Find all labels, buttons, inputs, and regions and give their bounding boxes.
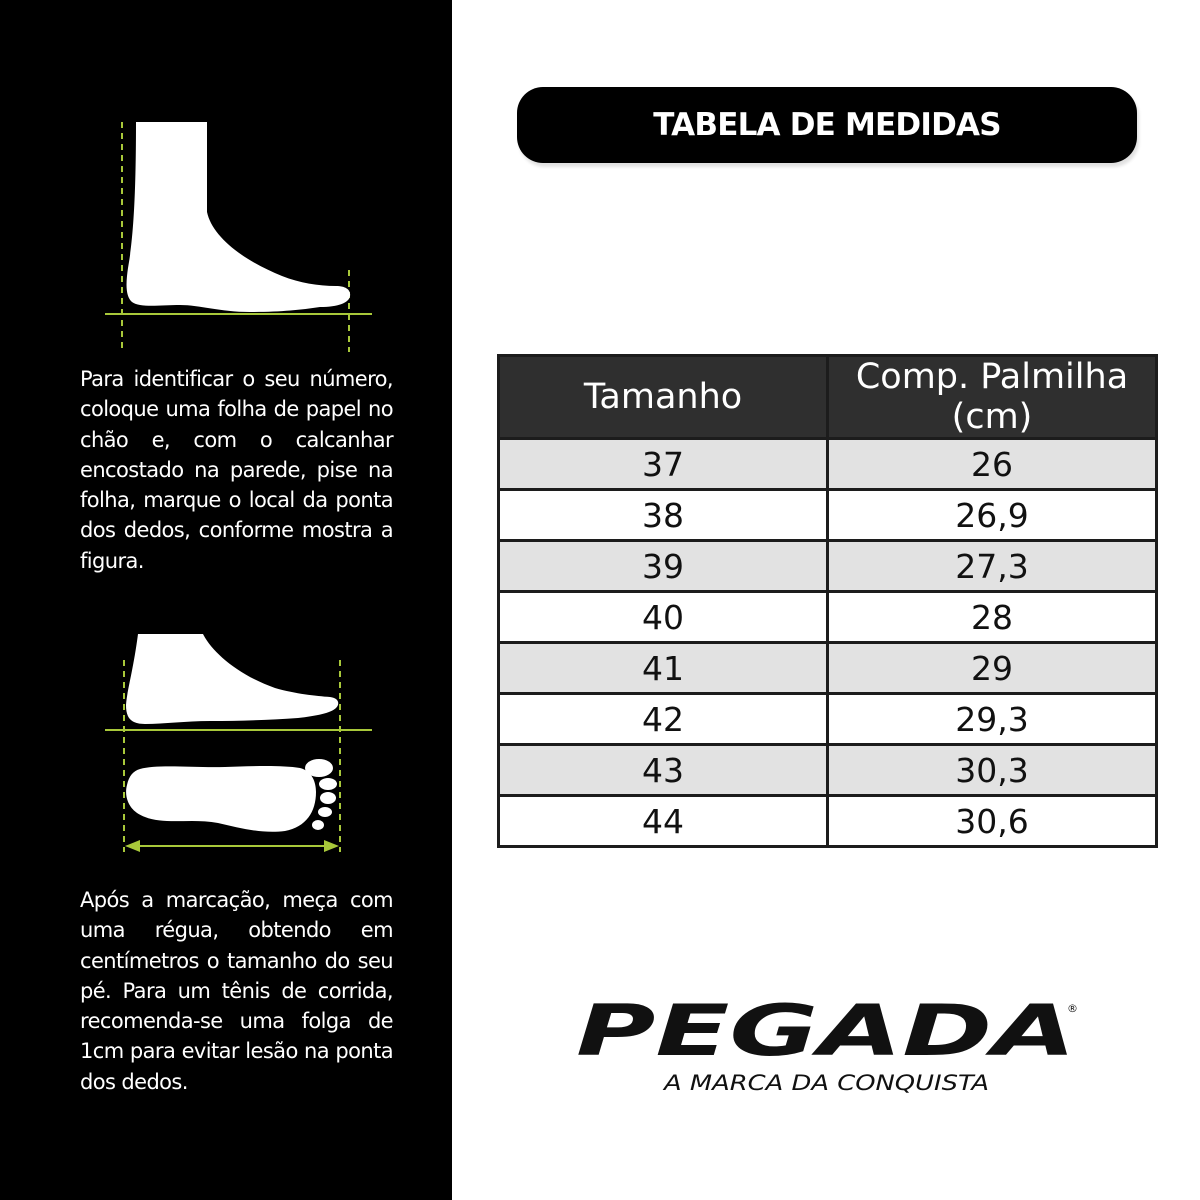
insole-length-cell: 26,9 (828, 490, 1157, 541)
foot-side-view-icon (126, 634, 338, 724)
size-cell: 38 (499, 490, 828, 541)
size-cell: 40 (499, 592, 828, 643)
insole-length-cell: 28 (828, 592, 1157, 643)
measure-arrow-icon (125, 840, 339, 852)
table-row (499, 592, 1157, 643)
table-row (499, 439, 1157, 490)
column-header-size: Tamanho (499, 356, 828, 439)
size-table (497, 354, 1158, 848)
insole-length-cell: 26 (828, 439, 1157, 490)
table-row (499, 643, 1157, 694)
insole-length-cell: 30,3 (828, 745, 1157, 796)
table-header-row (499, 356, 1157, 439)
table-row (499, 694, 1157, 745)
instructions-panel (0, 0, 452, 1200)
brand-tagline: A MARCA DA CONQUISTA (661, 1071, 989, 1095)
registered-mark: ® (1067, 1002, 1078, 1015)
foot-side-view-icon (0, 0, 452, 360)
insole-length-cell: 29 (828, 643, 1157, 694)
table-row (499, 796, 1157, 847)
foot-sole-icon (126, 759, 337, 832)
size-cell: 43 (499, 745, 828, 796)
size-cell: 37 (499, 439, 828, 490)
size-cell: 42 (499, 694, 828, 745)
insole-length-cell: 27,3 (828, 541, 1157, 592)
table-row (499, 541, 1157, 592)
table-row (499, 745, 1157, 796)
foot-silhouette (127, 122, 351, 312)
table-row (499, 490, 1157, 541)
foot-measure-illustration (0, 620, 452, 870)
size-cell: 41 (499, 643, 828, 694)
size-chart-title-banner (517, 87, 1137, 163)
instructions-paragraph-2: Após a marcação, meça com uma régua, obtendo em centímetros o tamanho do seu pé. Para um tênis de corrida, recomenda-se uma folga de 1cm para evitar lesão na ponta dos dedos. (80, 888, 393, 1094)
instructions-paragraph-1: Para identificar o seu número, coloque uma folha de papel no chão e, com o calcanhar encostado na parede, pise na folha, marque o local da ponta dos dedos, conforme mostra a figura. (80, 367, 393, 573)
size-cell: 39 (499, 541, 828, 592)
column-header-insole-length: Comp. Palmilha (cm) (828, 356, 1157, 439)
brand-logo (574, 995, 1086, 1095)
brand-name: PEGADA (576, 995, 1076, 1072)
size-cell: 44 (499, 796, 828, 847)
size-chart-title: TABELA DE MEDIDAS (653, 107, 1001, 143)
insole-length-cell: 29,3 (828, 694, 1157, 745)
insole-length-cell: 30,6 (828, 796, 1157, 847)
